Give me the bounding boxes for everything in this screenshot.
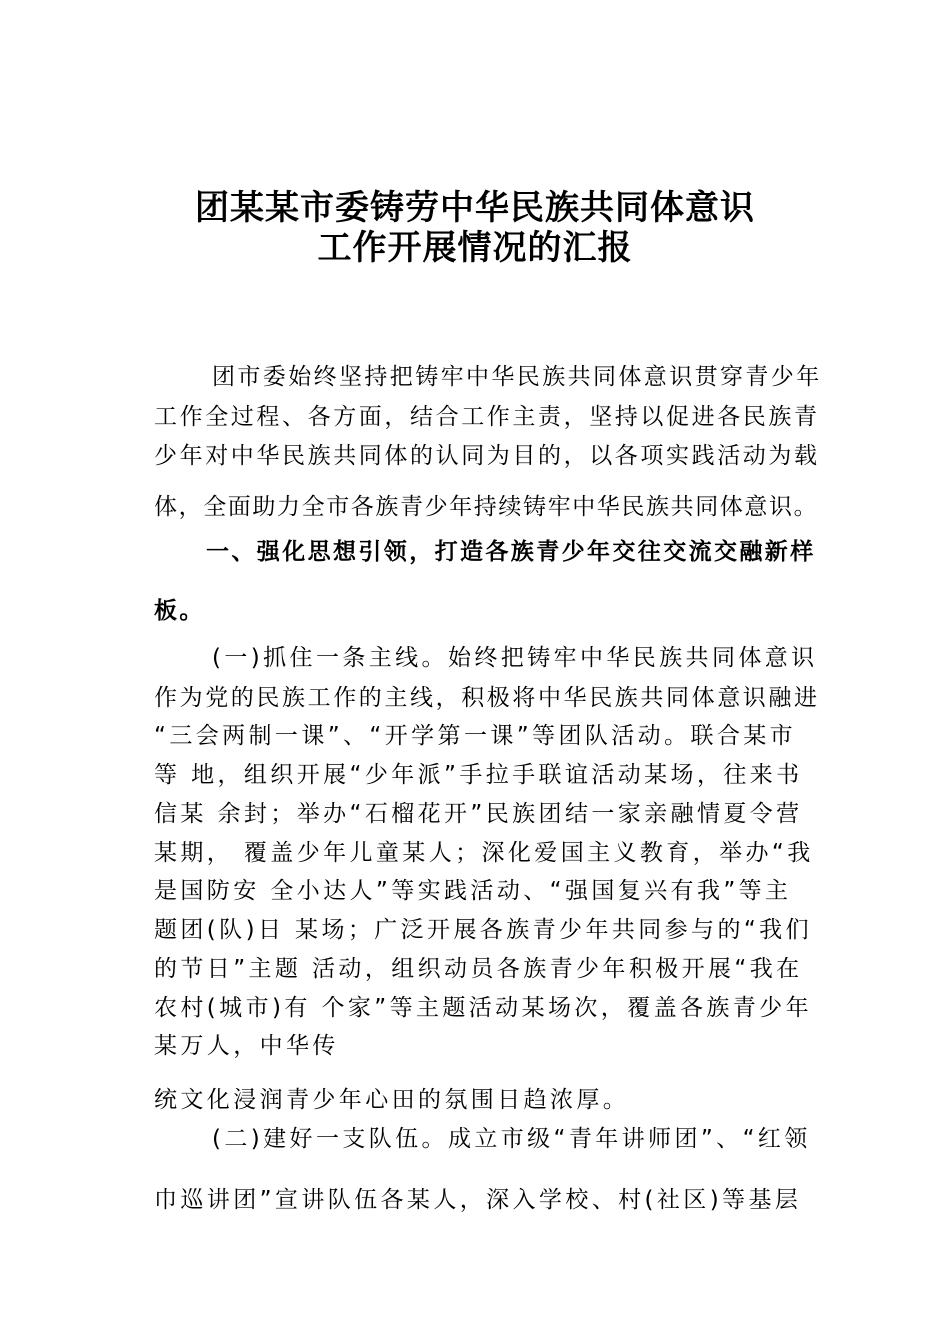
item-2-line-2: 巾巡讲团”宣讲队伍各某人，深入学校、村(社区)等基层	[154, 1187, 802, 1213]
item-1-line-5: 信某 余封；举办“石榴花开”民族团结一家亲融情夏令营	[154, 801, 803, 827]
document-title-line-1: 团某某市委铸劳中华民族共同体意识	[195, 188, 755, 228]
item-1-line-9: 的节日”主题 活动，组织动员各族青少年积极开展“我在	[154, 956, 803, 982]
item-1-line-11: 某万人，中华传	[154, 1033, 339, 1059]
document-title-line-2: 工作开展情况的汇报	[317, 228, 633, 268]
section-1-heading-line-2: 板。	[154, 598, 205, 624]
item-1-line-1: (一)抓住一条主线。始终把铸牢中华民族共同体意识	[212, 645, 818, 671]
item-1-line-12: 统文化浸润青少年心田的氛围日趋浓厚。	[154, 1087, 630, 1113]
intro-line-1: 团市委始终坚持把铸牢中华民族共同体意识贯穿青少年	[212, 364, 822, 390]
item-2-line-1: (二)建好一支队伍。成立市级“青年讲师团”、“红领	[212, 1126, 811, 1152]
intro-line-3: 少年对中华民族共同体的认同为目的，以各项实践活动为载	[154, 443, 820, 469]
item-1-line-8: 题团(队)日 某场；广泛开展各族青少年共同参与的“我们	[154, 917, 812, 943]
section-1-heading-line-1: 一、强化思想引领，打造各族青少年交往交流交融新样	[206, 539, 816, 565]
item-1-line-2: 作为党的民族工作的主线，积极将中华民族共同体意识融进	[154, 685, 820, 711]
item-1-line-4: 等 地，组织开展“少年派”手拉手联谊活动某场，往来书	[154, 762, 803, 788]
item-1-line-10: 农村(城市)有 个家”等主题活动某场次，覆盖各族青少年	[154, 995, 812, 1021]
item-1-line-6: 某期， 覆盖少年儿童某人；深化爱国主义教育，举办“我	[154, 840, 814, 866]
intro-line-4: 体，全面助力全市各族青少年持续铸牢中华民族共同体意识。	[154, 494, 819, 520]
intro-line-2: 工作全过程、各方面，结合工作主责，坚持以促进各民族青	[154, 404, 820, 430]
item-1-line-3: “三会两制一课”、“开学第一课”等团队活动。联合某市	[154, 723, 797, 749]
item-1-line-7: 是国防安 全小达人”等实践活动、“强国复兴有我”等主	[154, 878, 792, 904]
